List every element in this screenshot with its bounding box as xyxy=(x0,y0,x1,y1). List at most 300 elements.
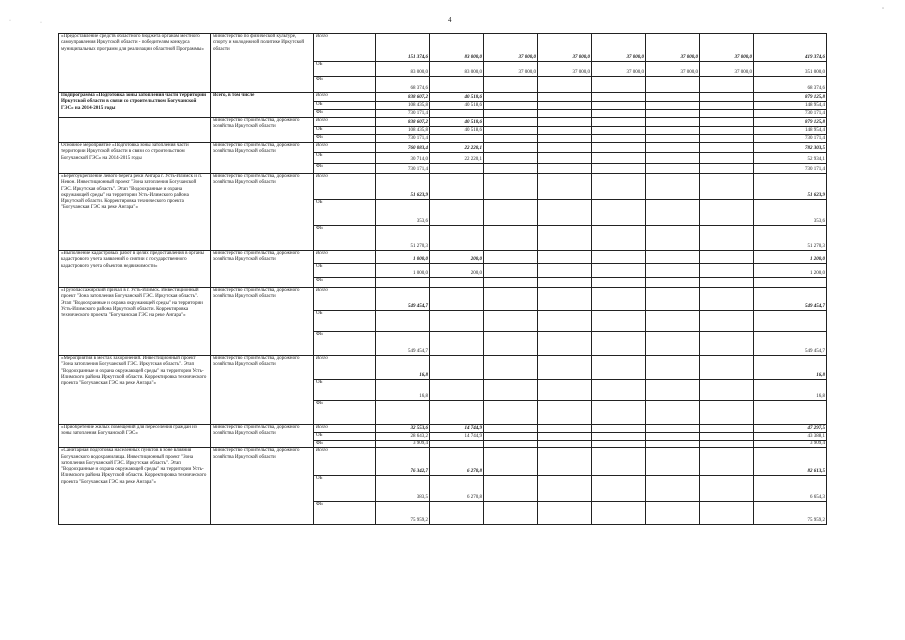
total-cell xyxy=(754,311,827,332)
year-value-cell xyxy=(430,380,484,401)
year-value-cell xyxy=(484,380,538,401)
executor-name: министерство по физической культуре, спорту и молодежной политике Иркутской области xyxy=(211,34,314,93)
year-value-cell xyxy=(700,332,754,356)
executor-name: министерство строительства, дорожного хозяйства Иркутской области xyxy=(211,448,314,525)
funding-source: ОБ xyxy=(314,264,376,278)
year-value-cell xyxy=(430,226,484,251)
year-value-cell: 68 374,6 xyxy=(376,77,430,93)
table-row xyxy=(59,34,827,62)
year-value-cell xyxy=(646,251,700,264)
year-value-cell: 1 000,0 xyxy=(376,251,430,264)
total-cell: 730 171,4 xyxy=(754,164,827,174)
activity-name: «Грузопассажирский причал в г. Усть-Илимск. Инвестиционный проект "Зона затопления Богучанской ГЭС. Иркутская область". Этап "Водоохранные и охрана окружающей среды" на территории Усть-Илимского района Иркутской области. Корректировка технического проекта "Богучанская ГЭС на реке Ангара"» xyxy=(59,288,211,356)
year-value-cell xyxy=(646,226,700,251)
year-value-cell xyxy=(484,278,538,288)
year-value-cell: 51 623,9 xyxy=(376,174,430,200)
year-value-cell xyxy=(592,93,646,102)
year-value-cell xyxy=(484,118,538,127)
year-value-cell xyxy=(592,433,646,441)
year-value-cell xyxy=(646,433,700,441)
year-value-cell xyxy=(484,164,538,174)
year-value-cell xyxy=(592,311,646,332)
total-cell: 82 613,5 xyxy=(754,448,827,476)
year-value-cell xyxy=(646,118,700,127)
year-value-cell: 37 000,0 xyxy=(484,62,538,77)
year-value-cell xyxy=(484,102,538,110)
year-value-cell xyxy=(646,153,700,164)
funding-source: Всего xyxy=(314,448,376,476)
year-value-cell: 83 000,0 xyxy=(430,62,484,77)
year-value-cell: 37 000,0 xyxy=(700,62,754,77)
year-value-cell xyxy=(700,77,754,93)
year-value-cell: 37 000,0 xyxy=(646,62,700,77)
year-value-cell xyxy=(376,311,430,332)
year-value-cell xyxy=(700,102,754,110)
activity-name: «Предоставление средств областного бюджета органам местного самоуправления Иркутской области - победителям конкурса муниципальных программ для реализации областной Программы» xyxy=(59,34,211,93)
year-value-cell xyxy=(538,251,592,264)
year-value-cell xyxy=(538,433,592,441)
year-value-cell xyxy=(592,102,646,110)
funding-source: ОБ xyxy=(314,102,376,110)
funding-source: Всего xyxy=(314,251,376,264)
total-cell: 730 171,4 xyxy=(754,135,827,143)
funding-source: ОБ xyxy=(314,153,376,164)
year-value-cell xyxy=(646,135,700,143)
funding-source: ОБ xyxy=(314,200,376,226)
activity-name: «Выполнение кадастровых работ в целях предоставления в органы кадастрового учета заявлений о снятии с государственного кадастрового учета объектов недвижимости» xyxy=(59,251,211,288)
year-value-cell: 22 220,1 xyxy=(430,153,484,164)
year-value-cell xyxy=(484,356,538,380)
year-value-cell xyxy=(700,153,754,164)
year-value-cell: 22 220,1 xyxy=(430,143,484,153)
year-value-cell: 16,8 xyxy=(376,380,430,401)
year-value-cell xyxy=(538,135,592,143)
total-cell xyxy=(754,278,827,288)
year-value-cell xyxy=(700,226,754,251)
total-cell: 1 200,0 xyxy=(754,264,827,278)
year-value-cell: 108 435,8 xyxy=(376,102,430,110)
funding-source: Всего xyxy=(314,356,376,380)
year-value-cell: 83 000,0 xyxy=(376,62,430,77)
year-value-cell xyxy=(646,502,700,525)
year-value-cell: 6 270,8 xyxy=(430,476,484,502)
year-value-cell: 838 607,2 xyxy=(376,118,430,127)
total-cell: 1 200,0 xyxy=(754,251,827,264)
year-value-cell xyxy=(538,425,592,433)
year-value-cell xyxy=(646,77,700,93)
year-value-cell xyxy=(646,448,700,476)
year-value-cell xyxy=(700,356,754,380)
year-value-cell xyxy=(646,288,700,311)
year-value-cell: 37 000,0 xyxy=(592,34,646,62)
year-value-cell xyxy=(430,110,484,118)
year-value-cell xyxy=(700,448,754,476)
funding-source: Всего xyxy=(314,425,376,433)
year-value-cell: 838 607,2 xyxy=(376,93,430,102)
year-value-cell xyxy=(538,311,592,332)
year-value-cell xyxy=(700,135,754,143)
year-value-cell xyxy=(592,174,646,200)
total-cell: 148 954,4 xyxy=(754,127,827,135)
year-value-cell xyxy=(538,476,592,502)
year-value-cell xyxy=(484,251,538,264)
funding-source: ФБ xyxy=(314,278,376,288)
funding-source: Всего xyxy=(314,143,376,153)
year-value-cell xyxy=(592,332,646,356)
total-cell: 879 125,8 xyxy=(754,93,827,102)
year-value-cell xyxy=(430,135,484,143)
total-cell: 43 388,1 xyxy=(754,433,827,441)
year-value-cell xyxy=(484,332,538,356)
year-value-cell xyxy=(484,311,538,332)
year-value-cell xyxy=(430,174,484,200)
activity-name: Основное мероприятие «Подготовка зоны затопления части территории Иркутской области в связи со строительством Богучанской ГЭС» на 2014-2015 годы xyxy=(59,143,211,174)
year-value-cell xyxy=(700,401,754,425)
year-value-cell: 16,8 xyxy=(376,356,430,380)
year-value-cell xyxy=(538,502,592,525)
year-value-cell xyxy=(592,356,646,380)
year-value-cell xyxy=(592,425,646,433)
year-value-cell: 151 374,6 xyxy=(376,34,430,62)
year-value-cell: 108 435,8 xyxy=(376,127,430,135)
total-cell: 75 959,2 xyxy=(754,502,827,525)
year-value-cell xyxy=(646,127,700,135)
year-value-cell xyxy=(538,448,592,476)
year-value-cell xyxy=(538,110,592,118)
year-value-cell xyxy=(538,278,592,288)
year-value-cell xyxy=(484,226,538,251)
year-value-cell xyxy=(646,200,700,226)
total-cell: 419 374,6 xyxy=(754,34,827,62)
year-value-cell xyxy=(430,288,484,311)
total-cell: 549 454,7 xyxy=(754,332,827,356)
year-value-cell: 37 000,0 xyxy=(646,34,700,62)
activity-name: «Берегоукрепление левого берега реки Ангара г. Усть-Илимск и п. Невон. Инвестиционный проект "Зона затопления Богучанской ГЭС. Иркутская область". Этап "Водоохранные и охрана окружающей среды" на территории Усть-Илимского района Иркутской области. Корректировка технического проекта "Богучанская ГЭС на реке Ангара"» xyxy=(59,174,211,251)
year-value-cell xyxy=(700,380,754,401)
executor-name: министерство строительства, дорожного хозяйства Иркутской области xyxy=(211,425,314,448)
year-value-cell xyxy=(484,135,538,143)
year-value-cell xyxy=(430,441,484,448)
year-value-cell: 3 909,4 xyxy=(376,441,430,448)
year-value-cell xyxy=(592,200,646,226)
table-row xyxy=(59,288,827,311)
year-value-cell xyxy=(538,264,592,278)
year-value-cell: 37 000,0 xyxy=(700,34,754,62)
year-value-cell xyxy=(484,143,538,153)
year-value-cell: 200,0 xyxy=(430,251,484,264)
total-cell: 16,8 xyxy=(754,356,827,380)
funding-source: ФБ xyxy=(314,332,376,356)
total-cell: 6 654,3 xyxy=(754,476,827,502)
activity-name: Подпрограмма «Подготовка зоны затопления части территории Иркутской области в связи со строительством Богучанской ГЭС» на 2014-2015 годы xyxy=(59,93,211,118)
year-value-cell: 37 000,0 xyxy=(592,62,646,77)
year-value-cell: 14 744,9 xyxy=(430,425,484,433)
executor-name: министерство строительства, дорожного хозяйства Иркутской области xyxy=(211,288,314,356)
total-cell: 879 125,8 xyxy=(754,118,827,127)
funding-source: Всего xyxy=(314,288,376,311)
year-value-cell: 37 000,0 xyxy=(538,34,592,62)
year-value-cell xyxy=(700,200,754,226)
year-value-cell xyxy=(430,164,484,174)
funding-source: ОБ xyxy=(314,62,376,77)
year-value-cell: 40 518,6 xyxy=(430,102,484,110)
year-value-cell: 76 342,7 xyxy=(376,448,430,476)
year-value-cell xyxy=(484,200,538,226)
year-value-cell xyxy=(646,102,700,110)
year-value-cell xyxy=(592,135,646,143)
table-row xyxy=(59,356,827,380)
year-value-cell xyxy=(700,264,754,278)
year-value-cell xyxy=(646,174,700,200)
year-value-cell xyxy=(592,226,646,251)
executor-name: Всего, в том числе xyxy=(211,93,314,118)
total-cell: 351 000,0 xyxy=(754,62,827,77)
funding-source: ОБ xyxy=(314,311,376,332)
total-cell: 52 934,1 xyxy=(754,153,827,164)
year-value-cell xyxy=(484,441,538,448)
year-value-cell: 14 744,9 xyxy=(430,433,484,441)
year-value-cell xyxy=(484,174,538,200)
year-value-cell xyxy=(700,433,754,441)
year-value-cell: 37 000,0 xyxy=(538,62,592,77)
funding-source: ОБ xyxy=(314,127,376,135)
total-cell: 51 270,3 xyxy=(754,226,827,251)
year-value-cell xyxy=(592,143,646,153)
year-value-cell xyxy=(538,127,592,135)
year-value-cell xyxy=(646,380,700,401)
funding-source: ФБ xyxy=(314,441,376,448)
scan-mark: · xyxy=(9,18,11,24)
funding-source: Всего xyxy=(314,34,376,62)
year-value-cell xyxy=(484,476,538,502)
year-value-cell xyxy=(646,332,700,356)
year-value-cell: 40 518,6 xyxy=(430,118,484,127)
year-value-cell xyxy=(700,164,754,174)
year-value-cell xyxy=(538,288,592,311)
year-value-cell xyxy=(538,174,592,200)
year-value-cell xyxy=(484,433,538,441)
year-value-cell xyxy=(700,441,754,448)
table-row xyxy=(59,174,827,200)
year-value-cell xyxy=(430,332,484,356)
year-value-cell xyxy=(646,143,700,153)
funding-source: ОБ xyxy=(314,433,376,441)
year-value-cell xyxy=(592,401,646,425)
funding-source: Всего xyxy=(314,118,376,127)
funding-source: ФБ xyxy=(314,502,376,525)
table-row xyxy=(59,93,827,102)
year-value-cell: 353,6 xyxy=(376,200,430,226)
table-row xyxy=(59,118,827,127)
table-row xyxy=(59,448,827,476)
year-value-cell: 200,0 xyxy=(430,264,484,278)
total-cell: 51 623,9 xyxy=(754,174,827,200)
year-value-cell xyxy=(592,118,646,127)
year-value-cell: 549 454,7 xyxy=(376,288,430,311)
funding-source: ОБ xyxy=(314,380,376,401)
year-value-cell: 383,5 xyxy=(376,476,430,502)
year-value-cell: 760 083,4 xyxy=(376,143,430,153)
total-cell: 3 909,4 xyxy=(754,441,827,448)
year-value-cell xyxy=(538,380,592,401)
total-cell: 549 454,7 xyxy=(754,288,827,311)
year-value-cell xyxy=(484,502,538,525)
year-value-cell xyxy=(646,425,700,433)
executor-name: министерство строительства, дорожного хозяйства Иркутской области xyxy=(211,251,314,288)
year-value-cell xyxy=(538,356,592,380)
year-value-cell: 730 171,4 xyxy=(376,164,430,174)
year-value-cell: 83 000,0 xyxy=(430,34,484,62)
year-value-cell xyxy=(376,401,430,425)
year-value-cell xyxy=(538,401,592,425)
year-value-cell xyxy=(646,278,700,288)
year-value-cell xyxy=(700,288,754,311)
year-value-cell xyxy=(700,110,754,118)
activity-name xyxy=(59,118,211,143)
year-value-cell xyxy=(592,127,646,135)
year-value-cell xyxy=(484,448,538,476)
year-value-cell xyxy=(700,425,754,433)
year-value-cell xyxy=(592,264,646,278)
year-value-cell xyxy=(484,264,538,278)
year-value-cell xyxy=(646,164,700,174)
year-value-cell xyxy=(592,153,646,164)
year-value-cell xyxy=(700,502,754,525)
funding-source: ФБ xyxy=(314,401,376,425)
year-value-cell xyxy=(592,164,646,174)
year-value-cell xyxy=(646,401,700,425)
year-value-cell: 730 171,4 xyxy=(376,135,430,143)
year-value-cell xyxy=(376,278,430,288)
year-value-cell xyxy=(430,311,484,332)
year-value-cell xyxy=(646,311,700,332)
total-cell: 68 374,6 xyxy=(754,77,827,93)
year-value-cell xyxy=(484,127,538,135)
year-value-cell xyxy=(592,110,646,118)
year-value-cell xyxy=(592,441,646,448)
total-cell: 148 954,4 xyxy=(754,102,827,110)
year-value-cell: 40 518,6 xyxy=(430,127,484,135)
funding-source: ФБ xyxy=(314,226,376,251)
year-value-cell xyxy=(538,143,592,153)
year-value-cell xyxy=(700,143,754,153)
year-value-cell xyxy=(646,264,700,278)
executor-name: министерство строительства, дорожного хозяйства Иркутской области xyxy=(211,174,314,251)
year-value-cell xyxy=(646,441,700,448)
year-value-cell xyxy=(592,77,646,93)
total-cell: 47 297,5 xyxy=(754,425,827,433)
year-value-cell xyxy=(430,401,484,425)
year-value-cell xyxy=(700,93,754,102)
year-value-cell: 28 643,2 xyxy=(376,433,430,441)
activity-name: «Санитарная подготовка населенных пунктов в зоне влияния Богучанского водохранилища. Инвестиционный проект "Зона затопления Богучанской ГЭС. Иркутская область". Этап "Водоохранные и охрана окружающей среды" на территории Усть-Илимского района Иркутской области. Корректировка технического проекта "Богучанская ГЭС на реке Ангара"» xyxy=(59,448,211,525)
executor-name: министерство строительства, дорожного хозяйства Иркутской области xyxy=(211,356,314,425)
total-cell: 353,6 xyxy=(754,200,827,226)
year-value-cell xyxy=(700,174,754,200)
year-value-cell xyxy=(700,127,754,135)
year-value-cell xyxy=(538,93,592,102)
year-value-cell: 30 714,0 xyxy=(376,153,430,164)
year-value-cell: 37 000,0 xyxy=(484,34,538,62)
year-value-cell xyxy=(484,401,538,425)
year-value-cell xyxy=(430,502,484,525)
year-value-cell xyxy=(538,332,592,356)
funding-source: Всего xyxy=(314,174,376,200)
year-value-cell xyxy=(700,476,754,502)
funding-source: ФБ xyxy=(314,135,376,143)
year-value-cell xyxy=(430,356,484,380)
year-value-cell xyxy=(592,380,646,401)
year-value-cell xyxy=(592,278,646,288)
activity-name: «Приобретение жилых помещений для переселения граждан из зоны затопления Богучанской ГЭС» xyxy=(59,425,211,448)
year-value-cell xyxy=(538,153,592,164)
year-value-cell xyxy=(700,278,754,288)
year-value-cell: 730 171,4 xyxy=(376,110,430,118)
year-value-cell xyxy=(646,110,700,118)
executor-name: министерство строительства, дорожного хозяйства Иркутской области xyxy=(211,118,314,143)
funding-source: Всего xyxy=(314,93,376,102)
year-value-cell: 549 454,7 xyxy=(376,332,430,356)
total-cell xyxy=(754,401,827,425)
table-row xyxy=(59,251,827,264)
year-value-cell xyxy=(592,288,646,311)
year-value-cell xyxy=(592,502,646,525)
year-value-cell xyxy=(538,118,592,127)
year-value-cell xyxy=(592,251,646,264)
scan-mark: · xyxy=(40,20,42,26)
budget-table xyxy=(58,33,827,525)
year-value-cell xyxy=(430,278,484,288)
year-value-cell: 75 959,2 xyxy=(376,502,430,525)
year-value-cell xyxy=(538,77,592,93)
year-value-cell xyxy=(484,288,538,311)
scan-mark: ˇ xyxy=(882,8,884,14)
year-value-cell xyxy=(538,441,592,448)
year-value-cell xyxy=(646,93,700,102)
year-value-cell xyxy=(592,448,646,476)
year-value-cell xyxy=(484,425,538,433)
year-value-cell xyxy=(484,153,538,164)
table-row xyxy=(59,143,827,153)
funding-source: ФБ xyxy=(314,77,376,93)
year-value-cell: 6 270,8 xyxy=(430,448,484,476)
year-value-cell xyxy=(538,102,592,110)
total-cell: 730 171,4 xyxy=(754,110,827,118)
table-row xyxy=(59,425,827,433)
year-value-cell: 32 553,6 xyxy=(376,425,430,433)
year-value-cell xyxy=(538,200,592,226)
year-value-cell xyxy=(700,311,754,332)
year-value-cell: 51 270,3 xyxy=(376,226,430,251)
year-value-cell xyxy=(592,476,646,502)
year-value-cell: 1 000,0 xyxy=(376,264,430,278)
year-value-cell xyxy=(700,251,754,264)
year-value-cell xyxy=(430,200,484,226)
funding-source: ОБ xyxy=(314,476,376,502)
executor-name: министерство строительства, дорожного хозяйства Иркутской области xyxy=(211,143,314,174)
year-value-cell xyxy=(484,77,538,93)
year-value-cell xyxy=(484,110,538,118)
year-value-cell: 40 518,6 xyxy=(430,93,484,102)
total-cell: 782 303,5 xyxy=(754,143,827,153)
activity-name: «Мероприятия в местах захоронений. Инвестиционный проект "Зона затопления Богучанской ГЭС. Иркутская область". Этап "Водоохранные и охрана окружающей среды" на территории Усть-Илимского района Иркутской области. Корректировка технического проекта "Богучанская ГЭС на реке Ангара"» xyxy=(59,356,211,425)
page-number: 4 xyxy=(448,16,452,24)
year-value-cell xyxy=(646,476,700,502)
funding-source: ФБ xyxy=(314,110,376,118)
year-value-cell xyxy=(538,226,592,251)
funding-source: ФБ xyxy=(314,164,376,174)
year-value-cell xyxy=(484,93,538,102)
